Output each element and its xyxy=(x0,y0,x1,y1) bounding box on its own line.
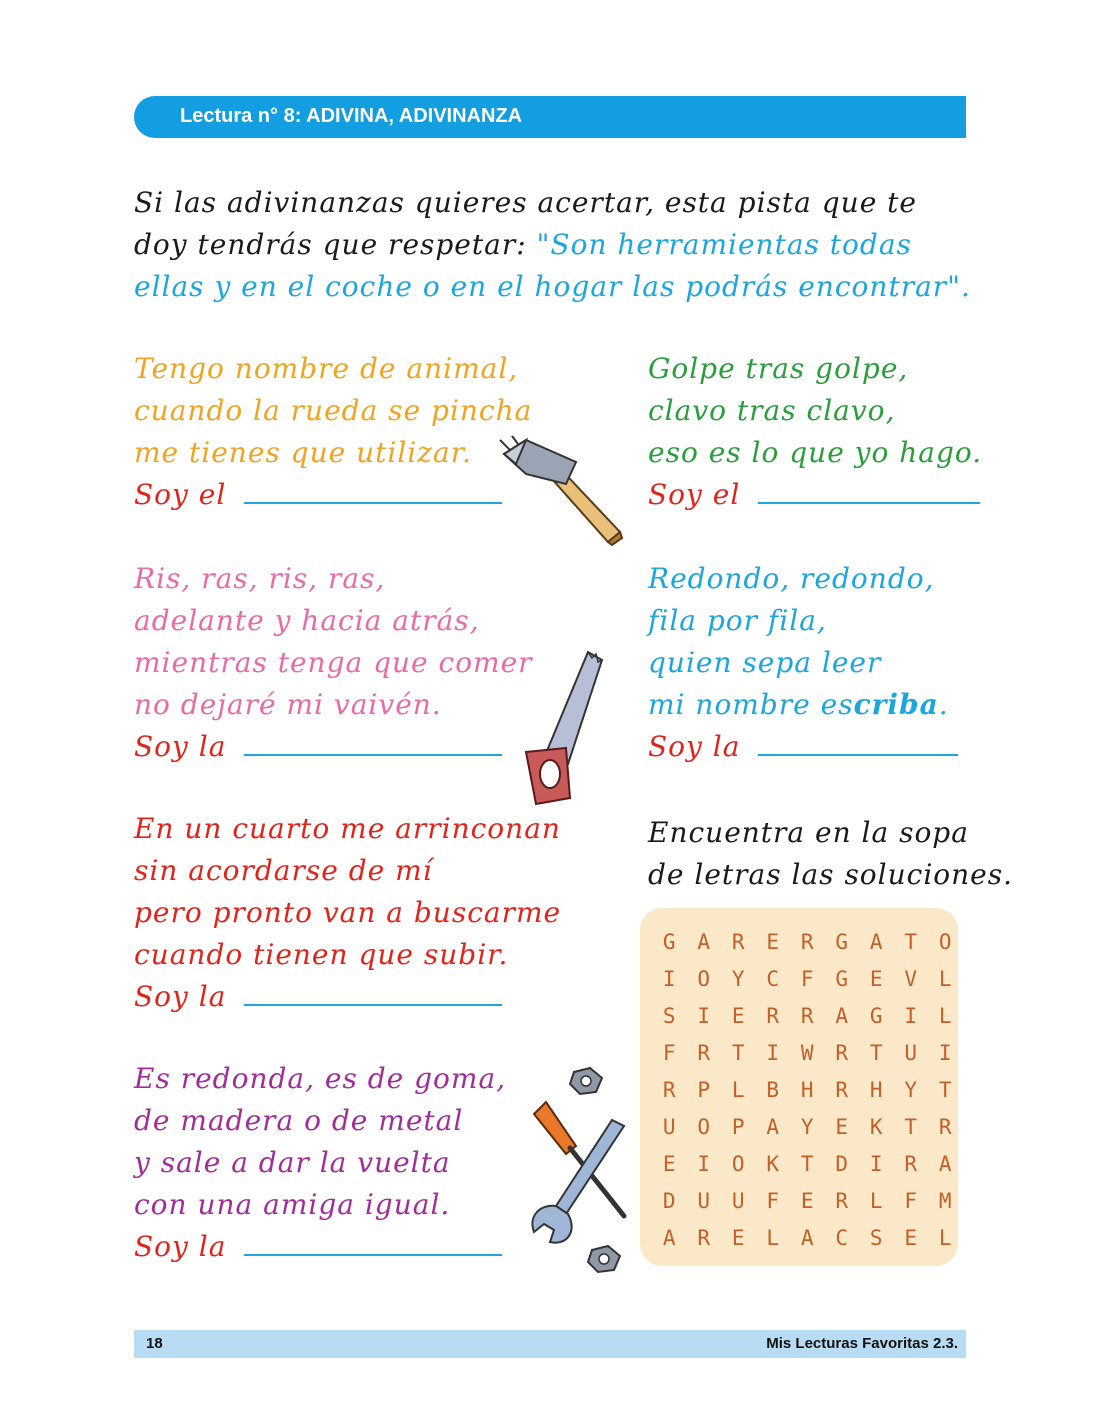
prompt-line: de letras las soluciones. xyxy=(648,858,1014,891)
riddle-line-bold: criba xyxy=(853,688,939,721)
riddle-line: Ris, ras, ris, ras, xyxy=(134,562,386,595)
wordsearch-letter[interactable]: Y xyxy=(904,1078,918,1102)
wordsearch-letter[interactable]: F xyxy=(662,1041,676,1065)
riddle-line: Tengo nombre de animal, xyxy=(134,352,519,385)
riddle-line: quien sepa leer xyxy=(648,646,882,679)
riddle-line: adelante y hacia atrás, xyxy=(134,604,480,637)
wordsearch-letter[interactable]: P xyxy=(731,1115,745,1139)
riddle-line-end: . xyxy=(938,688,949,721)
wordsearch-letter[interactable]: R xyxy=(800,930,814,954)
wordsearch-letter[interactable]: H xyxy=(869,1078,883,1102)
riddle-line: sin acordarse de mí xyxy=(134,854,433,887)
wordsearch-letter[interactable]: L xyxy=(766,1226,780,1250)
wordsearch-letter[interactable]: I xyxy=(697,1152,711,1176)
answer-blank[interactable] xyxy=(244,1000,502,1006)
wordsearch-letter[interactable]: F xyxy=(904,1189,918,1213)
wordsearch-letter[interactable]: D xyxy=(662,1189,676,1213)
wordsearch-letter[interactable]: S xyxy=(869,1226,883,1250)
wordsearch-letter[interactable]: A xyxy=(835,1004,849,1028)
riddle-line: Redondo, redondo, xyxy=(648,562,935,595)
wordsearch-letter[interactable]: C xyxy=(766,967,780,991)
wordsearch-letter[interactable]: E xyxy=(731,1004,745,1028)
saw-icon xyxy=(516,648,608,808)
book-title: Mis Lecturas Favoritas 2.3. xyxy=(766,1335,958,1352)
wordsearch-letter[interactable]: E xyxy=(869,967,883,991)
wordsearch-letter[interactable]: R xyxy=(835,1078,849,1102)
riddle-regla xyxy=(648,558,958,768)
answer-blank[interactable] xyxy=(244,1250,502,1256)
riddle-line: no dejaré mi vaivén. xyxy=(134,688,442,721)
wordsearch-letter[interactable]: A xyxy=(800,1226,814,1250)
answer-prefix: Soy la xyxy=(134,980,227,1013)
answer-prefix: Soy la xyxy=(648,730,741,763)
riddle-line: clavo tras clavo, xyxy=(648,394,896,427)
wordsearch-letter[interactable]: L xyxy=(869,1189,883,1213)
footer-bar xyxy=(134,1330,966,1358)
wordsearch-letter[interactable]: B xyxy=(766,1078,780,1102)
riddle-line: con una amiga igual. xyxy=(134,1188,451,1221)
wordsearch-letter[interactable]: A xyxy=(766,1115,780,1139)
wordsearch-letter[interactable]: R xyxy=(766,1004,780,1028)
riddle-line: mientras tenga que comer xyxy=(134,646,533,679)
wordsearch-letter[interactable]: L xyxy=(938,1226,952,1250)
riddle-line: cuando la rueda se pincha xyxy=(134,394,533,427)
wordsearch-letter[interactable]: G xyxy=(869,1004,883,1028)
riddle-line: me tienes que utilizar. xyxy=(134,436,472,469)
wordsearch-letter[interactable]: E xyxy=(662,1152,676,1176)
page-number: 18 xyxy=(146,1335,163,1352)
wordsearch-letter[interactable]: A xyxy=(869,930,883,954)
wordsearch-letter[interactable]: O xyxy=(697,967,711,991)
wordsearch-letter[interactable]: R xyxy=(835,1189,849,1213)
wordsearch-letter[interactable]: F xyxy=(766,1189,780,1213)
wordsearch-letter[interactable]: I xyxy=(904,1004,918,1028)
wordsearch-letter[interactable]: R xyxy=(697,1226,711,1250)
wordsearch-letter[interactable]: I xyxy=(662,967,676,991)
wordsearch-letter[interactable]: O xyxy=(697,1115,711,1139)
answer-line xyxy=(134,1226,506,1268)
wordsearch-letter[interactable]: R xyxy=(662,1078,676,1102)
wordsearch-letter[interactable]: R xyxy=(904,1152,918,1176)
answer-blank[interactable] xyxy=(244,498,502,504)
answer-line xyxy=(134,726,533,768)
riddle-line: eso es lo que yo hago. xyxy=(648,436,983,469)
riddle-gato xyxy=(134,348,532,516)
wordsearch-letter[interactable]: Y xyxy=(800,1115,814,1139)
intro-line-2 xyxy=(134,224,974,266)
intro-paragraph xyxy=(134,182,974,308)
wordsearch-letter[interactable]: K xyxy=(869,1115,883,1139)
wordsearch-letter[interactable]: G xyxy=(662,930,676,954)
riddle-rueda xyxy=(134,1058,506,1268)
wordsearch-letter[interactable]: G xyxy=(835,930,849,954)
prompt-line: Encuentra en la sopa xyxy=(648,816,969,849)
riddle-line-start: mi nombre es xyxy=(648,688,854,721)
wordsearch-letter[interactable]: V xyxy=(904,967,918,991)
answer-prefix: Soy el xyxy=(134,478,227,511)
riddle-line: Golpe tras golpe, xyxy=(648,352,909,385)
answer-blank[interactable] xyxy=(758,750,958,756)
wordsearch-letter[interactable]: U xyxy=(662,1115,676,1139)
page-title: Lectura n° 8: ADIVINA, ADIVINANZA xyxy=(180,105,523,127)
wordsearch-letter[interactable]: P xyxy=(697,1078,711,1102)
wordsearch-letter[interactable]: O xyxy=(731,1152,745,1176)
answer-blank[interactable] xyxy=(244,750,502,756)
wordsearch-letter[interactable]: T xyxy=(869,1041,883,1065)
wordsearch-letter[interactable]: R xyxy=(835,1041,849,1065)
wordsearch-letter[interactable]: R xyxy=(731,930,745,954)
wordsearch-letter[interactable]: R xyxy=(800,1004,814,1028)
wordsearch-letter[interactable]: T xyxy=(904,930,918,954)
wordsearch-letter[interactable]: L xyxy=(938,967,952,991)
riddle-sierra xyxy=(134,558,533,768)
answer-prefix: Soy el xyxy=(648,478,741,511)
wordsearch-letter[interactable]: K xyxy=(766,1152,780,1176)
answer-blank[interactable] xyxy=(758,498,980,504)
intro-line-2-black: doy tendrás que respetar: xyxy=(134,228,537,261)
wordsearch-letter[interactable]: R xyxy=(697,1041,711,1065)
wordsearch-letter[interactable]: A xyxy=(662,1226,676,1250)
answer-line xyxy=(648,726,958,768)
wordsearch-letter[interactable]: O xyxy=(938,930,952,954)
wordsearch-letter[interactable]: R xyxy=(938,1115,952,1139)
header-bar xyxy=(134,96,966,138)
wordsearch-letter[interactable]: U xyxy=(904,1041,918,1065)
wordsearch-letter[interactable]: F xyxy=(800,967,814,991)
riddle-line xyxy=(648,684,958,726)
wordsearch-letter[interactable]: D xyxy=(835,1152,849,1176)
wordsearch-letter[interactable]: T xyxy=(731,1041,745,1065)
answer-prefix: Soy la xyxy=(134,730,227,763)
answer-line xyxy=(134,474,532,516)
wordsearch-letter[interactable]: M xyxy=(938,1189,952,1213)
riddle-line: y sale a dar la vuelta xyxy=(134,1146,451,1179)
riddle-line: En un cuarto me arrinconan xyxy=(134,812,561,845)
wordsearch-letter[interactable]: C xyxy=(835,1226,849,1250)
wordsearch-letter[interactable]: I xyxy=(766,1041,780,1065)
wordsearch-letter[interactable]: A xyxy=(697,930,711,954)
answer-prefix: Soy la xyxy=(134,1230,227,1263)
intro-line-2-blue: "Son herramientas todas xyxy=(536,228,912,261)
riddle-line: cuando tienen que subir. xyxy=(134,938,509,971)
intro-line-1: Si las adivinanzas quieres acertar, esta pista que te xyxy=(134,186,917,219)
wordsearch-letter[interactable]: L xyxy=(731,1078,745,1102)
intro-line-3: ellas y en el coche o en el hogar las podrás encontrar". xyxy=(134,270,971,303)
wordsearch-letter[interactable]: L xyxy=(938,1004,952,1028)
riddle-martillo xyxy=(648,348,982,516)
wordsearch-letter[interactable]: T xyxy=(800,1152,814,1176)
wordsearch-box xyxy=(640,908,958,1266)
wordsearch-letter[interactable]: E xyxy=(800,1189,814,1213)
wordsearch-letter[interactable]: U xyxy=(731,1189,745,1213)
wordsearch-letter[interactable]: G xyxy=(835,967,849,991)
wordsearch-letter[interactable]: H xyxy=(800,1078,814,1102)
wordsearch-letter[interactable]: E xyxy=(731,1226,745,1250)
riddle-line: pero pronto van a buscarme xyxy=(134,896,562,929)
wordsearch-letter[interactable]: A xyxy=(938,1152,952,1176)
wordsearch-letter[interactable]: T xyxy=(938,1078,952,1102)
riddle-line: fila por fila, xyxy=(648,604,827,637)
wordsearch-letter[interactable]: E xyxy=(904,1226,918,1250)
wordsearch-letter[interactable]: E xyxy=(766,930,780,954)
tools-icon xyxy=(520,1064,636,1278)
wordsearch-letter[interactable]: E xyxy=(835,1115,849,1139)
hammer-icon xyxy=(496,434,626,546)
wordsearch-letter[interactable]: I xyxy=(869,1152,883,1176)
answer-line xyxy=(648,474,982,516)
riddle-line: Es redonda, es de goma, xyxy=(134,1062,507,1095)
wordsearch-prompt xyxy=(648,812,1013,896)
wordsearch-letter[interactable]: W xyxy=(800,1041,814,1065)
wordsearch-grid xyxy=(652,924,963,1257)
wordsearch-letter[interactable]: T xyxy=(904,1115,918,1139)
riddle-line: de madera o de metal xyxy=(134,1104,464,1137)
riddle-escalera xyxy=(134,808,561,1018)
wordsearch-letter[interactable]: I xyxy=(697,1004,711,1028)
wordsearch-letter[interactable]: U xyxy=(697,1189,711,1213)
answer-line xyxy=(134,976,561,1018)
wordsearch-letter[interactable]: S xyxy=(662,1004,676,1028)
wordsearch-letter[interactable]: I xyxy=(938,1041,952,1065)
wordsearch-letter[interactable]: Y xyxy=(731,967,745,991)
